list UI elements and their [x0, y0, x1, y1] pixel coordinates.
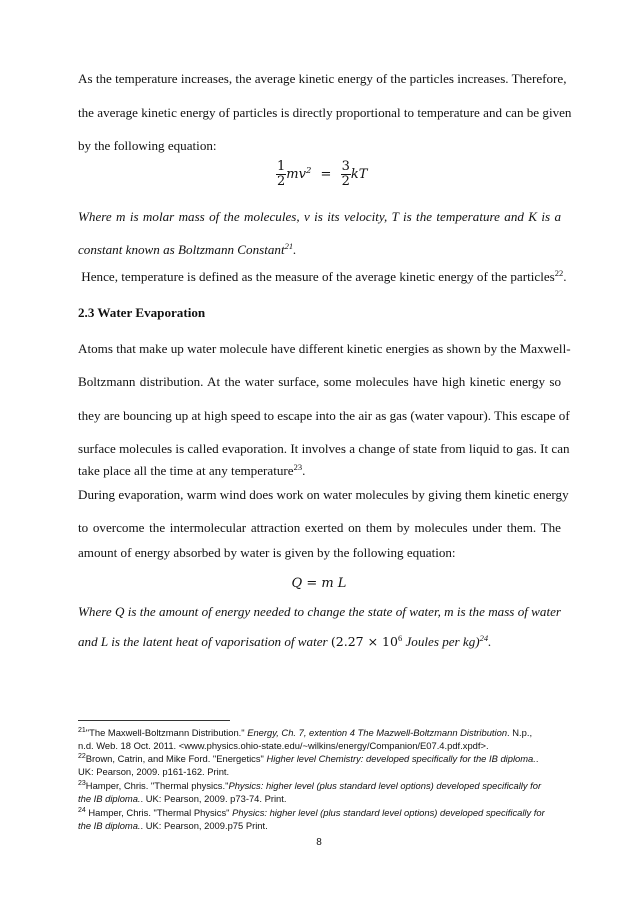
latent-heat-unit: Joules per kg) — [402, 634, 480, 649]
footnote-text: Hamper, Chris. "Thermal Physics" — [85, 807, 233, 818]
footnote-source-title: Higher level Chemistry: developed specifically for the IB diploma. — [266, 753, 536, 764]
footnote-number: 23 — [78, 780, 86, 787]
footnote-text: . N.p., — [507, 727, 533, 738]
latent-heat-exponent: 6 — [397, 633, 403, 643]
footnote-source-title: the IB diploma. — [78, 793, 141, 805]
footnote-source-title: Physics: higher level (plus standard level options) developed specifically for — [232, 807, 545, 818]
footnote-text: Hamper, Chris. "Thermal physics." — [85, 780, 229, 791]
fraction-denominator: 2 — [277, 174, 286, 189]
definition-2-text: and L is the latent heat of vaporisation of water — [78, 634, 331, 649]
paragraph-2-line-3: they are bouncing up at high speed to escape into the air as gas (water vapour). This escape of — [78, 408, 570, 423]
section-heading: 2.3 Water Evaporation — [78, 305, 206, 320]
footnote-22-line-2: UK: Pearson, 2009. p161-162. Print. — [78, 766, 230, 778]
definition-1-line-2 — [78, 242, 561, 258]
kinetic-energy-equation — [276, 160, 367, 189]
equation-lhs-term: mv — [286, 167, 306, 182]
footnote-ref-21[interactable]: 21 — [284, 241, 294, 251]
footnote-21-line-1 — [78, 726, 568, 739]
paragraph-3-line-1: During evaporation, warm wind does work on water molecules by giving them kinetic energy — [78, 487, 569, 502]
paragraph-1-line-3: by the following equation: — [78, 138, 217, 153]
latent-heat-equation: Q = m L — [291, 576, 347, 591]
footnote-number: 21 — [78, 727, 86, 734]
footnote-number: 22 — [78, 753, 86, 760]
footnote-text: "The Maxwell-Boltzmann Distribution." — [85, 727, 248, 738]
footnote-text: . UK: Pearson, 2009.p75 Print. — [140, 820, 268, 832]
definition-2-line-1: Where Q is the amount of energy needed to change the state of water, m is the mass of water — [78, 604, 561, 619]
footnote-text: Brown, Catrin, and Mike Ford. "Energetics" — [85, 753, 267, 764]
footnote-21-line-2: n.d. Web. 18 Oct. 2011. <www.physics.ohio-state.edu/~wilkins/energy/Companion/E07.4.pdf.xpdf>. — [78, 740, 489, 752]
paragraph-1-line-2: the average kinetic energy of particles is directly proportional to temperature and can be given — [78, 105, 572, 120]
footnote-ref-22[interactable]: 22 — [554, 268, 564, 278]
hence-sentence — [78, 268, 567, 285]
footnote-21 — [78, 726, 568, 753]
paragraph-2-line-1: Atoms that make up water molecule have different kinetic energies as shown by the Maxwell- — [78, 341, 571, 356]
definition-1-line-1: Where m is molar mass of the molecules, v is its velocity, T is the temperature and K is a — [78, 209, 561, 224]
footnote-24 — [78, 806, 568, 833]
footnote-number: 24 — [78, 807, 86, 814]
footnote-24-line-1 — [78, 806, 568, 819]
footnote-23-line-1 — [78, 779, 568, 792]
fraction-denominator: 2 — [341, 174, 350, 189]
paragraph-2-end: . — [302, 463, 306, 478]
hence-text: Hence, temperature is defined as the measure of the average kinetic energy of the particles — [78, 269, 555, 284]
page-number: 8 — [316, 837, 322, 848]
paragraph-2-line-2: Boltzmann distribution. At the water surface, some molecules have high kinetic energy so — [78, 374, 561, 389]
footnote-ref-23[interactable]: 23 — [293, 462, 303, 472]
paragraph-1-line-1: As the temperature increases, the average kinetic energy of the particles increases. Therefore, — [78, 71, 567, 86]
paragraph-3-line-2: to overcome the intermolecular attraction exerted on them by molecules under them. The — [78, 520, 561, 535]
latent-heat-value: (2.27 × 10 — [330, 634, 398, 649]
footnote-divider — [78, 720, 230, 721]
definition-text: constant known as Boltzmann Constant — [78, 242, 285, 257]
hence-end: . — [563, 269, 567, 284]
equation-exponent: 2 — [305, 166, 312, 176]
fraction-one-half — [276, 160, 286, 189]
footnote-22-line-1 — [78, 752, 568, 765]
paragraph-2-line-4: surface molecules is called evaporation. It involves a change of state from liquid to gas. It can — [78, 441, 570, 456]
footnote-ref-24[interactable]: 24 — [479, 633, 489, 643]
footnote-23-line-2 — [78, 792, 568, 805]
footnote-22 — [78, 752, 568, 779]
paragraph-2-line-5 — [78, 463, 561, 479]
definition-end: . — [293, 242, 297, 257]
footnote-23 — [78, 779, 568, 806]
fraction-numerator: 1 — [277, 159, 286, 174]
fraction-three-halves — [341, 160, 351, 189]
footnote-source-title: Physics: higher level (plus standard level options) developed specifically for — [228, 780, 542, 791]
fraction-numerator: 3 — [341, 159, 350, 174]
equation-rhs-term: kT — [350, 167, 368, 182]
definition-2-end: . — [488, 634, 492, 649]
footnote-text: . UK: Pearson, 2009. p73-74. Print. — [140, 793, 287, 805]
equals-sign: = — [320, 167, 332, 182]
footnote-source-title: Energy, Ch. 7, extention 4 The Mazwell-Boltzmann Distribution — [247, 727, 508, 738]
footnote-source-title: the IB diploma. — [78, 820, 141, 832]
paragraph-3-line-3: amount of energy absorbed by water is given by the following equation: — [78, 545, 456, 560]
paragraph-2-text: take place all the time at any temperature — [78, 463, 294, 478]
footnote-text: . — [535, 753, 539, 764]
footnote-24-line-2 — [78, 819, 568, 832]
definition-2-line-2 — [78, 634, 561, 650]
